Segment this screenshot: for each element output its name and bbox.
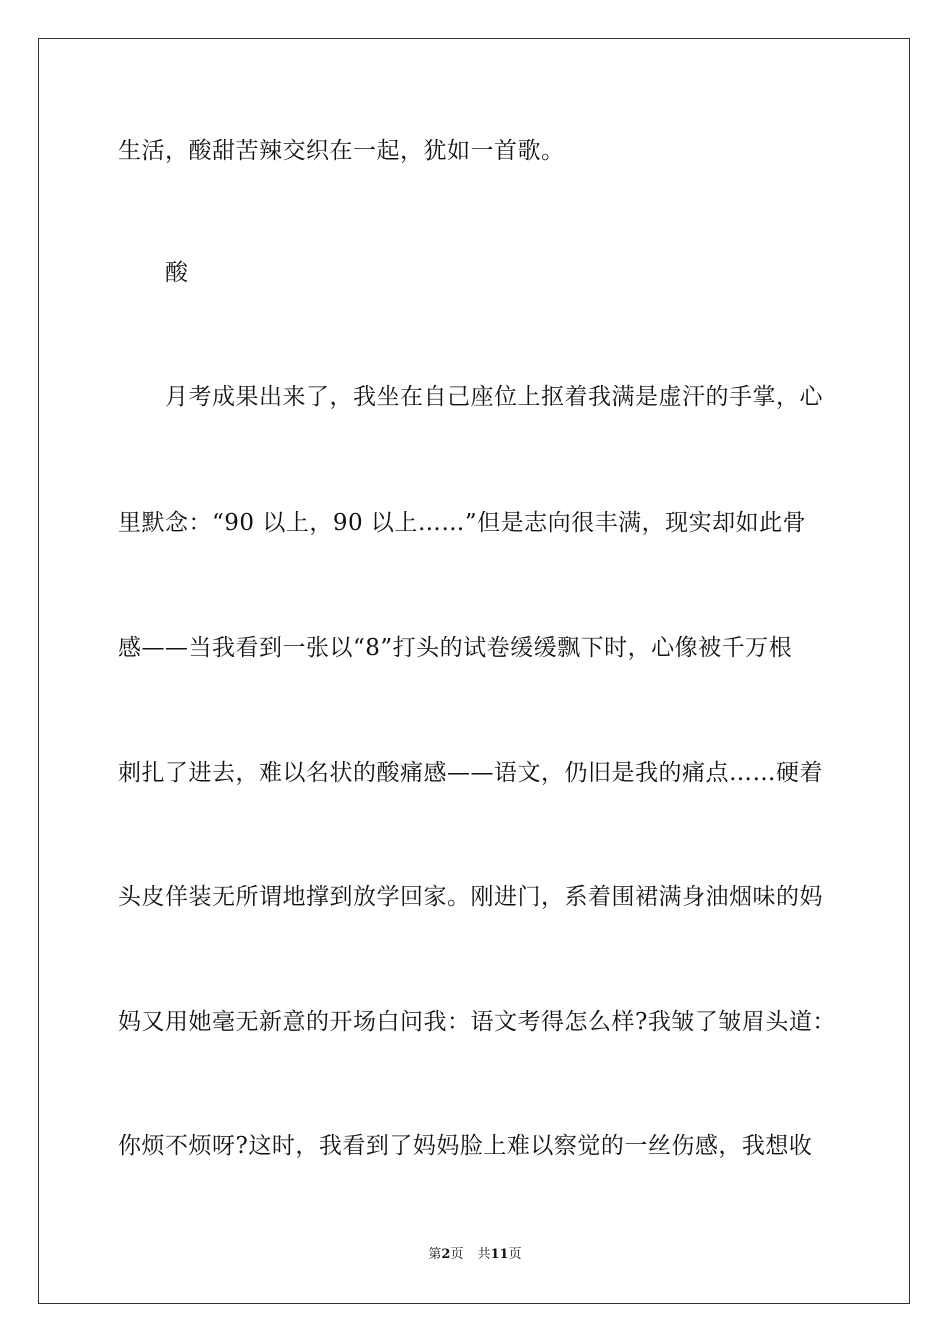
page-suffix: 页 — [450, 1247, 464, 1262]
page-current-number: 2 — [441, 1247, 451, 1262]
page-border — [38, 38, 910, 1304]
page-prefix: 第 — [428, 1247, 442, 1262]
text-line-9: 你烦不烦呀?这时，我看到了妈妈脸上难以察觉的一丝伤感，我想收 — [118, 1133, 813, 1159]
text-line-4: 里默念：“90 以上，90 以上……”但是志向很丰满，现实却如此骨 — [118, 510, 807, 536]
text-line-5: 感——当我看到一张以“8”打头的试卷缓缓飘下时，心像被千万根 — [118, 635, 793, 661]
section-heading-sour: 酸 — [165, 260, 189, 286]
page-footer — [0, 1246, 950, 1264]
total-prefix: 共 — [477, 1247, 491, 1262]
text-line-6: 刺扎了进去，难以名状的酸痛感——语文，仍旧是我的痛点……硬着 — [118, 760, 823, 786]
page-total-number: 11 — [490, 1247, 509, 1262]
text-line-3: 月考成果出来了，我坐在自己座位上抠着我满是虚汗的手掌，心 — [165, 384, 823, 410]
text-line-1: 生活，酸甜苦辣交织在一起，犹如一首歌。 — [118, 138, 565, 164]
text-line-8: 妈又用她毫无新意的开场白问我：语文考得怎么样?我皱了皱眉头道： — [118, 1009, 836, 1035]
total-suffix: 页 — [508, 1247, 522, 1262]
text-line-7: 头皮佯装无所谓地撑到放学回家。刚进门，系着围裙满身油烟味的妈 — [118, 884, 823, 910]
